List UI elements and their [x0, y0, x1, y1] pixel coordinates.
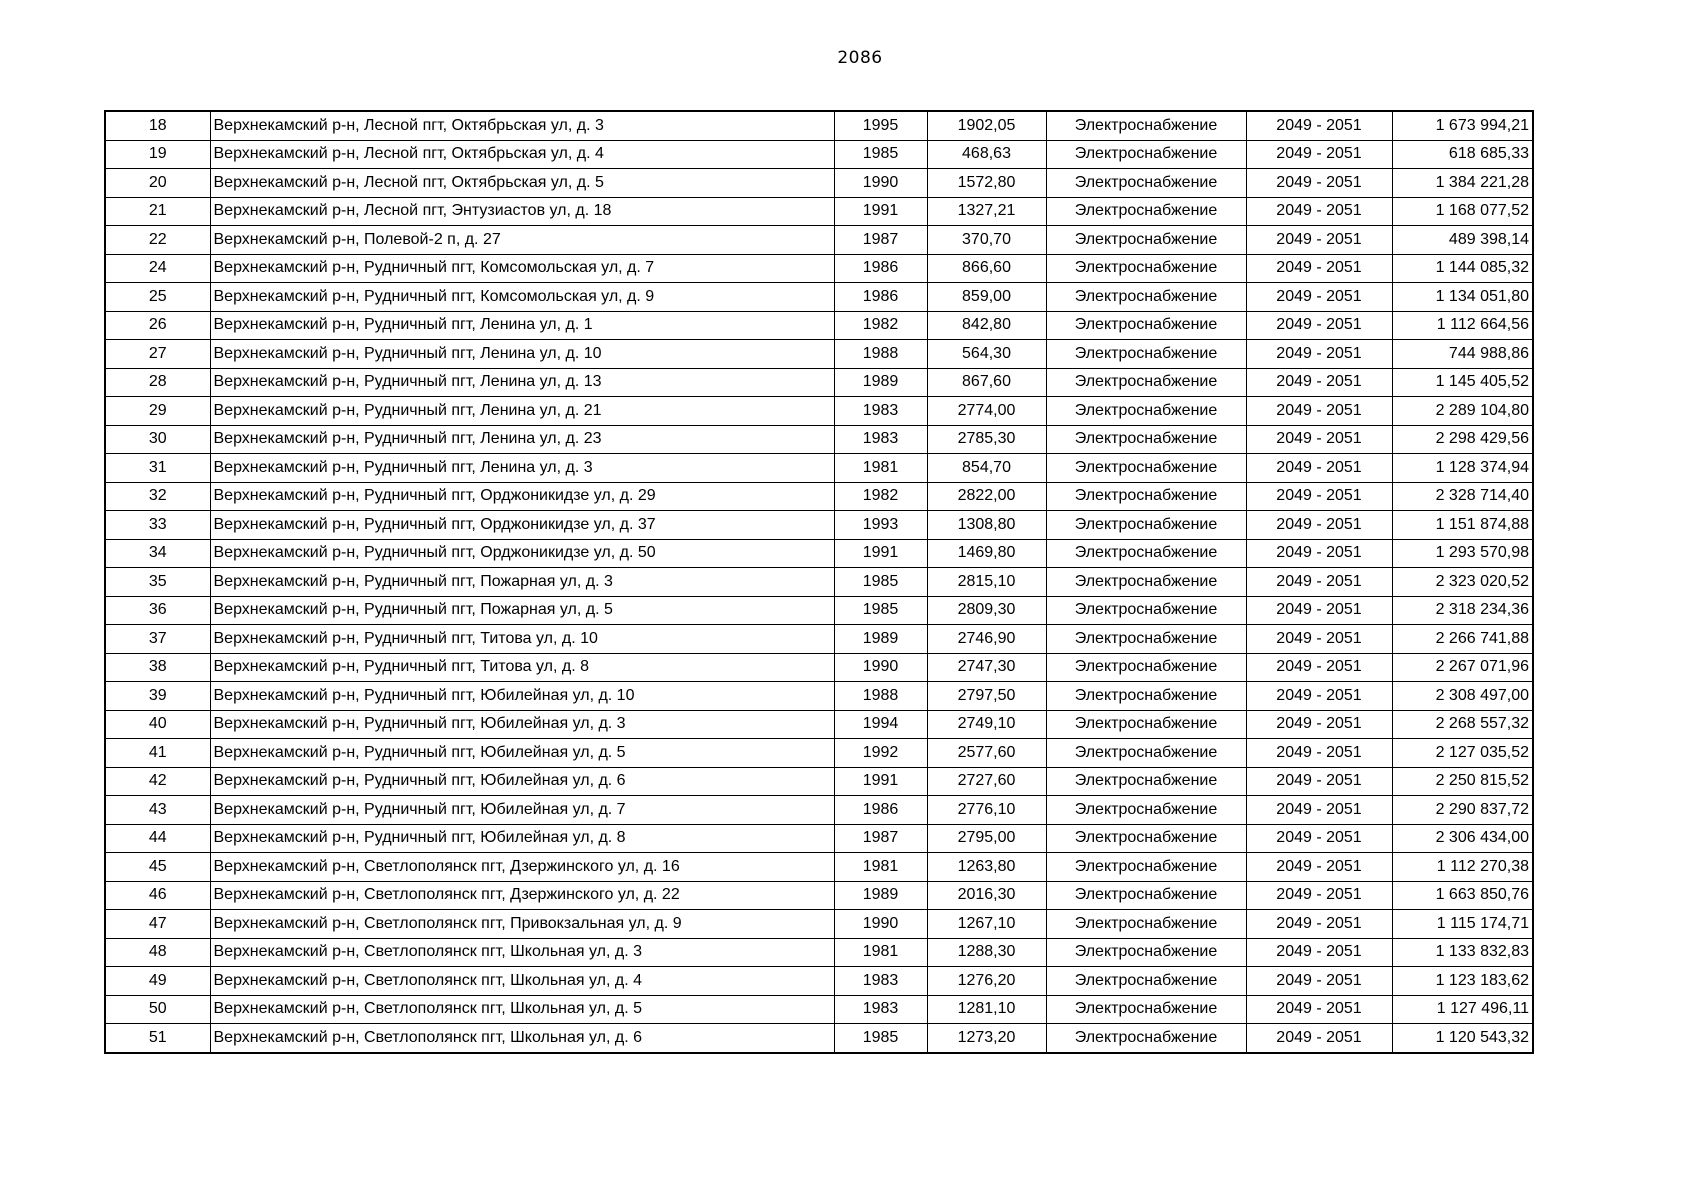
address-cell: Верхнекамский р-н, Рудничный пгт, Ленина ул, д. 21: [210, 397, 834, 426]
build-year-cell: 1989: [834, 368, 927, 397]
work-type-cell: Электроснабжение: [1046, 739, 1246, 768]
period-cell: 2049 - 2051: [1246, 910, 1392, 939]
table-row: [105, 454, 1533, 483]
table-row: [105, 824, 1533, 853]
area-cell: 564,30: [927, 340, 1046, 369]
table-row: [105, 596, 1533, 625]
work-type-cell: Электроснабжение: [1046, 169, 1246, 198]
build-year-cell: 1983: [834, 397, 927, 426]
period-cell: 2049 - 2051: [1246, 995, 1392, 1024]
work-type-cell: Электроснабжение: [1046, 710, 1246, 739]
cost-cell: 1 144 085,32: [1392, 254, 1533, 283]
cost-cell: 1 127 496,11: [1392, 995, 1533, 1024]
period-cell: 2049 - 2051: [1246, 596, 1392, 625]
area-cell: 1902,05: [927, 111, 1046, 140]
table-row: [105, 197, 1533, 226]
row-number-cell: 46: [105, 881, 210, 910]
address-cell: Верхнекамский р-н, Рудничный пгт, Ленина ул, д. 3: [210, 454, 834, 483]
cost-cell: 2 308 497,00: [1392, 682, 1533, 711]
work-type-cell: Электроснабжение: [1046, 653, 1246, 682]
build-year-cell: 1982: [834, 311, 927, 340]
table-row: [105, 226, 1533, 255]
work-type-cell: Электроснабжение: [1046, 967, 1246, 996]
table-row: [105, 169, 1533, 198]
period-cell: 2049 - 2051: [1246, 767, 1392, 796]
address-cell: Верхнекамский р-н, Рудничный пгт, Юбилейная ул, д. 10: [210, 682, 834, 711]
area-cell: 2727,60: [927, 767, 1046, 796]
address-cell: Верхнекамский р-н, Полевой-2 п, д. 27: [210, 226, 834, 255]
address-cell: Верхнекамский р-н, Светлополянск пгт, Школьная ул, д. 4: [210, 967, 834, 996]
work-type-cell: Электроснабжение: [1046, 596, 1246, 625]
period-cell: 2049 - 2051: [1246, 881, 1392, 910]
area-cell: 2822,00: [927, 482, 1046, 511]
address-cell: Верхнекамский р-н, Светлополянск пгт, Школьная ул, д. 5: [210, 995, 834, 1024]
table-row: [105, 340, 1533, 369]
table-row: [105, 853, 1533, 882]
row-number-cell: 29: [105, 397, 210, 426]
row-number-cell: 22: [105, 226, 210, 255]
work-type-cell: Электроснабжение: [1046, 511, 1246, 540]
area-cell: 1572,80: [927, 169, 1046, 198]
registry-table: [104, 110, 1534, 1054]
row-number-cell: 20: [105, 169, 210, 198]
table-row: [105, 511, 1533, 540]
cost-cell: 744 988,86: [1392, 340, 1533, 369]
work-type-cell: Электроснабжение: [1046, 1024, 1246, 1053]
period-cell: 2049 - 2051: [1246, 482, 1392, 511]
row-number-cell: 18: [105, 111, 210, 140]
cost-cell: 1 120 543,32: [1392, 1024, 1533, 1053]
build-year-cell: 1992: [834, 739, 927, 768]
address-cell: Верхнекамский р-н, Рудничный пгт, Орджоникидзе ул, д. 50: [210, 539, 834, 568]
cost-cell: 1 128 374,94: [1392, 454, 1533, 483]
cost-cell: 1 115 174,71: [1392, 910, 1533, 939]
cost-cell: 1 168 077,52: [1392, 197, 1533, 226]
build-year-cell: 1991: [834, 197, 927, 226]
period-cell: 2049 - 2051: [1246, 311, 1392, 340]
build-year-cell: 1981: [834, 938, 927, 967]
period-cell: 2049 - 2051: [1246, 454, 1392, 483]
work-type-cell: Электроснабжение: [1046, 425, 1246, 454]
address-cell: Верхнекамский р-н, Рудничный пгт, Ленина ул, д. 23: [210, 425, 834, 454]
table-row: [105, 682, 1533, 711]
row-number-cell: 44: [105, 824, 210, 853]
period-cell: 2049 - 2051: [1246, 226, 1392, 255]
area-cell: 1288,30: [927, 938, 1046, 967]
build-year-cell: 1985: [834, 596, 927, 625]
period-cell: 2049 - 2051: [1246, 397, 1392, 426]
row-number-cell: 42: [105, 767, 210, 796]
work-type-cell: Электроснабжение: [1046, 796, 1246, 825]
row-number-cell: 19: [105, 140, 210, 169]
row-number-cell: 24: [105, 254, 210, 283]
cost-cell: 2 298 429,56: [1392, 425, 1533, 454]
build-year-cell: 1990: [834, 169, 927, 198]
address-cell: Верхнекамский р-н, Рудничный пгт, Юбилейная ул, д. 3: [210, 710, 834, 739]
row-number-cell: 39: [105, 682, 210, 711]
cost-cell: 2 267 071,96: [1392, 653, 1533, 682]
table-row: [105, 568, 1533, 597]
cost-cell: 2 323 020,52: [1392, 568, 1533, 597]
address-cell: Верхнекамский р-н, Лесной пгт, Октябрьская ул, д. 3: [210, 111, 834, 140]
row-number-cell: 40: [105, 710, 210, 739]
build-year-cell: 1993: [834, 511, 927, 540]
cost-cell: 489 398,14: [1392, 226, 1533, 255]
period-cell: 2049 - 2051: [1246, 853, 1392, 882]
work-type-cell: Электроснабжение: [1046, 539, 1246, 568]
area-cell: 2747,30: [927, 653, 1046, 682]
period-cell: 2049 - 2051: [1246, 710, 1392, 739]
address-cell: Верхнекамский р-н, Рудничный пгт, Юбилейная ул, д. 6: [210, 767, 834, 796]
row-number-cell: 28: [105, 368, 210, 397]
build-year-cell: 1986: [834, 254, 927, 283]
period-cell: 2049 - 2051: [1246, 967, 1392, 996]
address-cell: Верхнекамский р-н, Светлополянск пгт, Школьная ул, д. 6: [210, 1024, 834, 1053]
cost-cell: 2 328 714,40: [1392, 482, 1533, 511]
work-type-cell: Электроснабжение: [1046, 682, 1246, 711]
work-type-cell: Электроснабжение: [1046, 340, 1246, 369]
address-cell: Верхнекамский р-н, Светлополянск пгт, Дзержинского ул, д. 22: [210, 881, 834, 910]
work-type-cell: Электроснабжение: [1046, 368, 1246, 397]
work-type-cell: Электроснабжение: [1046, 853, 1246, 882]
period-cell: 2049 - 2051: [1246, 283, 1392, 312]
row-number-cell: 26: [105, 311, 210, 340]
area-cell: 468,63: [927, 140, 1046, 169]
work-type-cell: Электроснабжение: [1046, 140, 1246, 169]
address-cell: Верхнекамский р-н, Рудничный пгт, Пожарная ул, д. 5: [210, 596, 834, 625]
build-year-cell: 1983: [834, 425, 927, 454]
area-cell: 2577,60: [927, 739, 1046, 768]
address-cell: Верхнекамский р-н, Рудничный пгт, Ленина ул, д. 13: [210, 368, 834, 397]
build-year-cell: 1991: [834, 767, 927, 796]
area-cell: 867,60: [927, 368, 1046, 397]
address-cell: Верхнекамский р-н, Лесной пгт, Энтузиастов ул, д. 18: [210, 197, 834, 226]
row-number-cell: 48: [105, 938, 210, 967]
row-number-cell: 27: [105, 340, 210, 369]
work-type-cell: Электроснабжение: [1046, 482, 1246, 511]
area-cell: 370,70: [927, 226, 1046, 255]
work-type-cell: Электроснабжение: [1046, 111, 1246, 140]
table-row: [105, 767, 1533, 796]
row-number-cell: 41: [105, 739, 210, 768]
address-cell: Верхнекамский р-н, Рудничный пгт, Комсомольская ул, д. 7: [210, 254, 834, 283]
row-number-cell: 43: [105, 796, 210, 825]
build-year-cell: 1987: [834, 824, 927, 853]
table-row: [105, 397, 1533, 426]
table-row: [105, 539, 1533, 568]
period-cell: 2049 - 2051: [1246, 111, 1392, 140]
build-year-cell: 1981: [834, 454, 927, 483]
row-number-cell: 25: [105, 283, 210, 312]
area-cell: 2815,10: [927, 568, 1046, 597]
period-cell: 2049 - 2051: [1246, 1024, 1392, 1053]
row-number-cell: 38: [105, 653, 210, 682]
build-year-cell: 1990: [834, 910, 927, 939]
period-cell: 2049 - 2051: [1246, 425, 1392, 454]
row-number-cell: 51: [105, 1024, 210, 1053]
build-year-cell: 1986: [834, 283, 927, 312]
row-number-cell: 37: [105, 625, 210, 654]
row-number-cell: 34: [105, 539, 210, 568]
area-cell: 866,60: [927, 254, 1046, 283]
work-type-cell: Электроснабжение: [1046, 938, 1246, 967]
area-cell: 1276,20: [927, 967, 1046, 996]
cost-cell: 618 685,33: [1392, 140, 1533, 169]
period-cell: 2049 - 2051: [1246, 938, 1392, 967]
build-year-cell: 1981: [834, 853, 927, 882]
work-type-cell: Электроснабжение: [1046, 454, 1246, 483]
table-row: [105, 425, 1533, 454]
address-cell: Верхнекамский р-н, Светлополянск пгт, Дзержинского ул, д. 16: [210, 853, 834, 882]
period-cell: 2049 - 2051: [1246, 254, 1392, 283]
table-row: [105, 140, 1533, 169]
address-cell: Верхнекамский р-н, Рудничный пгт, Пожарная ул, д. 3: [210, 568, 834, 597]
cost-cell: 2 250 815,52: [1392, 767, 1533, 796]
address-cell: Верхнекамский р-н, Лесной пгт, Октябрьская ул, д. 4: [210, 140, 834, 169]
work-type-cell: Электроснабжение: [1046, 197, 1246, 226]
address-cell: Верхнекамский р-н, Светлополянск пгт, Привокзальная ул, д. 9: [210, 910, 834, 939]
row-number-cell: 47: [105, 910, 210, 939]
table-row: [105, 368, 1533, 397]
work-type-cell: Электроснабжение: [1046, 397, 1246, 426]
build-year-cell: 1987: [834, 226, 927, 255]
build-year-cell: 1983: [834, 967, 927, 996]
cost-cell: 1 663 850,76: [1392, 881, 1533, 910]
cost-cell: 2 290 837,72: [1392, 796, 1533, 825]
cost-cell: 2 306 434,00: [1392, 824, 1533, 853]
row-number-cell: 21: [105, 197, 210, 226]
area-cell: 2785,30: [927, 425, 1046, 454]
period-cell: 2049 - 2051: [1246, 368, 1392, 397]
cost-cell: 1 123 183,62: [1392, 967, 1533, 996]
period-cell: 2049 - 2051: [1246, 682, 1392, 711]
period-cell: 2049 - 2051: [1246, 739, 1392, 768]
period-cell: 2049 - 2051: [1246, 796, 1392, 825]
cost-cell: 1 112 270,38: [1392, 853, 1533, 882]
cost-cell: 1 293 570,98: [1392, 539, 1533, 568]
cost-cell: 1 673 994,21: [1392, 111, 1533, 140]
row-number-cell: 33: [105, 511, 210, 540]
work-type-cell: Электроснабжение: [1046, 568, 1246, 597]
period-cell: 2049 - 2051: [1246, 197, 1392, 226]
area-cell: 1273,20: [927, 1024, 1046, 1053]
area-cell: 2746,90: [927, 625, 1046, 654]
cost-cell: 1 151 874,88: [1392, 511, 1533, 540]
build-year-cell: 1988: [834, 340, 927, 369]
table-row: [105, 710, 1533, 739]
area-cell: 2797,50: [927, 682, 1046, 711]
address-cell: Верхнекамский р-н, Рудничный пгт, Титова ул, д. 10: [210, 625, 834, 654]
work-type-cell: Электроснабжение: [1046, 283, 1246, 312]
address-cell: Верхнекамский р-н, Рудничный пгт, Ленина ул, д. 10: [210, 340, 834, 369]
period-cell: 2049 - 2051: [1246, 340, 1392, 369]
table-row: [105, 938, 1533, 967]
address-cell: Верхнекамский р-н, Рудничный пгт, Орджоникидзе ул, д. 29: [210, 482, 834, 511]
row-number-cell: 45: [105, 853, 210, 882]
period-cell: 2049 - 2051: [1246, 140, 1392, 169]
cost-cell: 2 268 557,32: [1392, 710, 1533, 739]
area-cell: 1267,10: [927, 910, 1046, 939]
area-cell: 1327,21: [927, 197, 1046, 226]
work-type-cell: Электроснабжение: [1046, 254, 1246, 283]
table-row: [105, 881, 1533, 910]
table-row: [105, 910, 1533, 939]
work-type-cell: Электроснабжение: [1046, 995, 1246, 1024]
area-cell: 2776,10: [927, 796, 1046, 825]
period-cell: 2049 - 2051: [1246, 653, 1392, 682]
period-cell: 2049 - 2051: [1246, 568, 1392, 597]
period-cell: 2049 - 2051: [1246, 511, 1392, 540]
table-row: [105, 1024, 1533, 1053]
row-number-cell: 30: [105, 425, 210, 454]
table-row: [105, 796, 1533, 825]
build-year-cell: 1985: [834, 140, 927, 169]
area-cell: 854,70: [927, 454, 1046, 483]
table-row: [105, 739, 1533, 768]
area-cell: 2809,30: [927, 596, 1046, 625]
area-cell: 1469,80: [927, 539, 1046, 568]
row-number-cell: 49: [105, 967, 210, 996]
row-number-cell: 35: [105, 568, 210, 597]
period-cell: 2049 - 2051: [1246, 824, 1392, 853]
build-year-cell: 1991: [834, 539, 927, 568]
cost-cell: 2 266 741,88: [1392, 625, 1533, 654]
period-cell: 2049 - 2051: [1246, 625, 1392, 654]
address-cell: Верхнекамский р-н, Рудничный пгт, Юбилейная ул, д. 5: [210, 739, 834, 768]
address-cell: Верхнекамский р-н, Рудничный пгт, Титова ул, д. 8: [210, 653, 834, 682]
page-number: 2086: [837, 48, 883, 68]
cost-cell: 1 134 051,80: [1392, 283, 1533, 312]
work-type-cell: Электроснабжение: [1046, 226, 1246, 255]
period-cell: 2049 - 2051: [1246, 539, 1392, 568]
table-row: [105, 995, 1533, 1024]
area-cell: 2016,30: [927, 881, 1046, 910]
row-number-cell: 32: [105, 482, 210, 511]
build-year-cell: 1983: [834, 995, 927, 1024]
address-cell: Верхнекамский р-н, Светлополянск пгт, Школьная ул, д. 3: [210, 938, 834, 967]
work-type-cell: Электроснабжение: [1046, 767, 1246, 796]
period-cell: 2049 - 2051: [1246, 169, 1392, 198]
build-year-cell: 1988: [834, 682, 927, 711]
build-year-cell: 1986: [834, 796, 927, 825]
cost-cell: 1 145 405,52: [1392, 368, 1533, 397]
build-year-cell: 1989: [834, 881, 927, 910]
area-cell: 1281,10: [927, 995, 1046, 1024]
address-cell: Верхнекамский р-н, Рудничный пгт, Орджоникидзе ул, д. 37: [210, 511, 834, 540]
table-row: [105, 653, 1533, 682]
area-cell: 859,00: [927, 283, 1046, 312]
cost-cell: 1 112 664,56: [1392, 311, 1533, 340]
build-year-cell: 1989: [834, 625, 927, 654]
build-year-cell: 1982: [834, 482, 927, 511]
work-type-cell: Электроснабжение: [1046, 311, 1246, 340]
work-type-cell: Электроснабжение: [1046, 824, 1246, 853]
area-cell: 842,80: [927, 311, 1046, 340]
build-year-cell: 1995: [834, 111, 927, 140]
table-row: [105, 482, 1533, 511]
table-row: [105, 254, 1533, 283]
cost-cell: 2 318 234,36: [1392, 596, 1533, 625]
table-row: [105, 111, 1533, 140]
area-cell: 2774,00: [927, 397, 1046, 426]
address-cell: Верхнекамский р-н, Рудничный пгт, Юбилейная ул, д. 7: [210, 796, 834, 825]
address-cell: Верхнекамский р-н, Лесной пгт, Октябрьская ул, д. 5: [210, 169, 834, 198]
area-cell: 1263,80: [927, 853, 1046, 882]
address-cell: Верхнекамский р-н, Рудничный пгт, Комсомольская ул, д. 9: [210, 283, 834, 312]
row-number-cell: 50: [105, 995, 210, 1024]
table-row: [105, 311, 1533, 340]
area-cell: 1308,80: [927, 511, 1046, 540]
cost-cell: 1 384 221,28: [1392, 169, 1533, 198]
table-body: [105, 111, 1533, 1053]
work-type-cell: Электроснабжение: [1046, 625, 1246, 654]
cost-cell: 1 133 832,83: [1392, 938, 1533, 967]
area-cell: 2795,00: [927, 824, 1046, 853]
table-row: [105, 967, 1533, 996]
address-cell: Верхнекамский р-н, Рудничный пгт, Ленина ул, д. 1: [210, 311, 834, 340]
area-cell: 2749,10: [927, 710, 1046, 739]
build-year-cell: 1994: [834, 710, 927, 739]
cost-cell: 2 127 035,52: [1392, 739, 1533, 768]
address-cell: Верхнекамский р-н, Рудничный пгт, Юбилейная ул, д. 8: [210, 824, 834, 853]
build-year-cell: 1990: [834, 653, 927, 682]
row-number-cell: 36: [105, 596, 210, 625]
cost-cell: 2 289 104,80: [1392, 397, 1533, 426]
row-number-cell: 31: [105, 454, 210, 483]
build-year-cell: 1985: [834, 568, 927, 597]
table-row: [105, 283, 1533, 312]
work-type-cell: Электроснабжение: [1046, 881, 1246, 910]
build-year-cell: 1985: [834, 1024, 927, 1053]
work-type-cell: Электроснабжение: [1046, 910, 1246, 939]
table-row: [105, 625, 1533, 654]
